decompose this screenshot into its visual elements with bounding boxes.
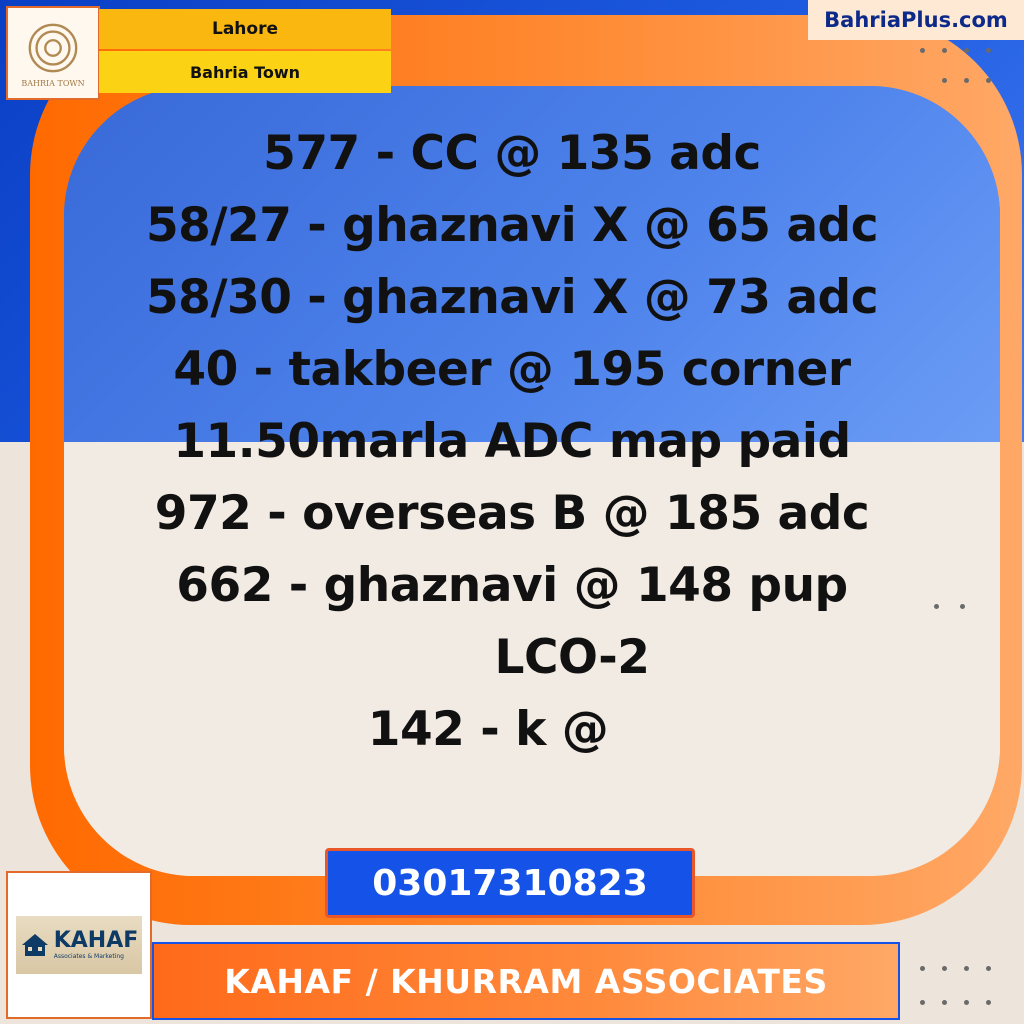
logo-text: BAHRIA TOWN [21,78,85,88]
listing-line: 577 - CC @ 135 adc [263,126,761,181]
listing-line: LCO-2 [494,630,650,685]
listing-line: 40 - takbeer @ 195 corner [173,342,851,397]
listing-line: 662 - ghaznavi @ 148 pup [176,558,848,613]
bahria-town-logo [6,6,100,100]
bahria-emblem-icon [24,19,82,77]
listing-line: 58/30 - ghaznavi X @ 73 adc [145,270,879,325]
phone-number[interactable]: 03017310823 [325,848,695,918]
listing-block [64,118,960,766]
site-name: BahriaPlus.com [808,0,1024,40]
company-logo-main: KAHAF [53,928,139,953]
listing-line: 142 - k @ [367,702,609,757]
company-name: KAHAF / KHURRAM ASSOCIATES [152,942,900,1020]
location-city: Lahore [99,9,391,49]
listing-line: 58/27 - ghaznavi X @ 65 adc [145,198,879,253]
company-logo-sub: Associates & Marketing [53,953,124,960]
company-logo [6,871,152,1019]
listing-line: 11.50marla ADC map paid [173,414,851,469]
house-icon [20,932,50,958]
listing-line: 972 - overseas B @ 185 adc [154,486,870,541]
company-brand [54,930,139,960]
location-area: Bahria Town [99,51,391,93]
company-logo-badge [16,916,142,974]
